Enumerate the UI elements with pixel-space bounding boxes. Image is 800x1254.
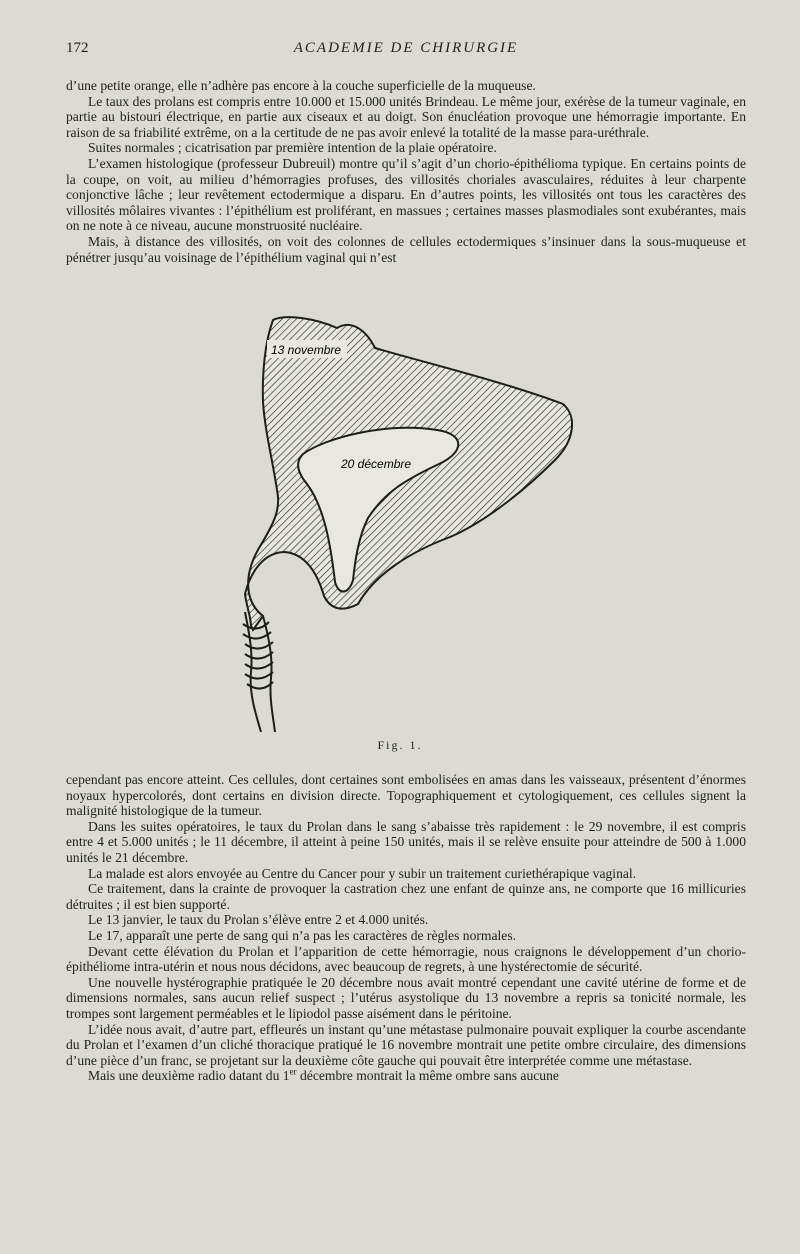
paragraph: L’examen histologique (professeur Dubreuil) montre qu’il s’agit d’un chorio-épithélioma typique. En certains points de la coupe, on voit, au milieu d’hémorragies profuses, des villosités choriales avasculaires, réduites à leur charpente conjonctive lâche ; leur revêtement ectodermique a disparu. En d’autres points, les villosités ont tous les caractères des villosités môlaires vivantes : l’épithélium est proliférant, en massues ; certaines masses plasmodiales sont exubérantes, mais on ne note à ce niveau, aucune monstruosité nucléaire. (66, 155, 746, 234)
last-line-start: Mais une deuxième radio datant du 1 (88, 1068, 290, 1084)
paragraph: Mais, à distance des villosités, on voit des colonnes de cellules ectodermiques s’insinuer dans la sous-muqueuse et pénétrer jusqu’au voisinage de l’épithélium vaginal qui n’est (66, 233, 746, 265)
cervix-rings (243, 622, 273, 689)
paragraph: Le 17, apparaît une perte de sang qui n’a pas les caractères de règles normales. (88, 927, 517, 943)
paragraph: Ce traitement, dans la crainte de provoquer la castration chez une enfant de quinze ans, ne comporte que 16 millicuries détruites ; il est bien supporté. (66, 881, 746, 912)
figure-caption: Fig. 1. (377, 738, 423, 752)
figure-hysterogram (225, 312, 595, 742)
running-head: ACADEMIE DE CHIRURGIE (293, 40, 519, 56)
paragraph: Suites normales ; cicatrisation par première intention de la plaie opératoire. (88, 140, 497, 156)
paragraph: cependant pas encore atteint. Ces cellules, dont certaines sont embolisées en amas dans les vaisseaux, présentent d’énormes noyaux hypercolorés, dont certains en division directe. Topographiquement et cytologiquement, ces cellules signent la malignité histologique de la tumeur. (66, 772, 746, 819)
paragraph: d’une petite orange, elle n’adhère pas encore à la couche superficielle de la muqueuse. (66, 78, 536, 93)
body-text-top (66, 78, 746, 265)
page-number: 172 (66, 40, 89, 56)
ordinal-superscript: er (289, 1066, 297, 1077)
body-text-bottom (66, 772, 746, 1084)
paragraph: Le 13 janvier, le taux du Prolan s’élève entre 2 et 4.000 unités. (88, 912, 429, 928)
paragraph: Devant cette élévation du Prolan et l’apparition de cette hémorragie, nous craignons le développement d’un chorio-épithéliome intra-utérin et nous nous décidons, avec beaucoup de regrets, à une hystérectomie de sécurité. (66, 943, 746, 975)
last-line-end: décembre montrait la même ombre sans aucune (296, 1068, 559, 1084)
hysterogram-drawing (225, 312, 595, 742)
paragraph: Une nouvelle hystérographie pratiquée le 20 décembre nous avait montré cependant une cavité utérine de forme et de dimensions normales, sans aucun relief suspect ; l’utérus asystolique du 13 novembre a repris sa tonicité normale, les trompes sont largement perméables et le lipiodol passe aisément dans le péritoine. (66, 974, 746, 1021)
paragraph: La malade est alors envoyée au Centre du Cancer pour y subir un traitement curiethérapique vaginal. (88, 865, 637, 881)
paragraph: Dans les suites opératoires, le taux du Prolan dans le sang s’abaisse très rapidement : le 29 novembre, il est compris entre 4 et 5.000 unités ; le 11 décembre, il atteint à peine 150 unités, mais il se relève ensuite pour atteindre de 500 à 1.000 unités le 21 décembre. (66, 818, 746, 865)
page-header (66, 40, 746, 60)
cervix-outline (245, 612, 275, 732)
label-20-decembre: 20 décembre (341, 457, 412, 471)
paragraph-last (66, 1068, 746, 1084)
paragraph: L’idée nous avait, d’autre part, effleurés un instant qu’une métastase pulmonaire pouvait expliquer la courbe ascendante du Prolan et l’examen d’un cliché thoracique pratiqué le 16 novembre montrait une petite ombre circulaire, des dimensions d’une pièce d’un franc, se projetant sur la deuxième côte gauche qui pouvait être interprétée comme une métastase. (66, 1021, 746, 1068)
label-13-novembre: 13 novembre (271, 343, 342, 357)
paragraph: Le taux des prolans est compris entre 10.000 et 15.000 unités Brindeau. Le même jour, exérèse de la tumeur vaginale, en partie au bistouri électrique, en partie aux ciseaux et au doigt. Son énucléation provoque une hémorragie importante. En raison de sa friabilité extrême, on a la certitude de ne pas avoir enlevé la totalité de la masse para-uréthrale. (66, 93, 746, 140)
